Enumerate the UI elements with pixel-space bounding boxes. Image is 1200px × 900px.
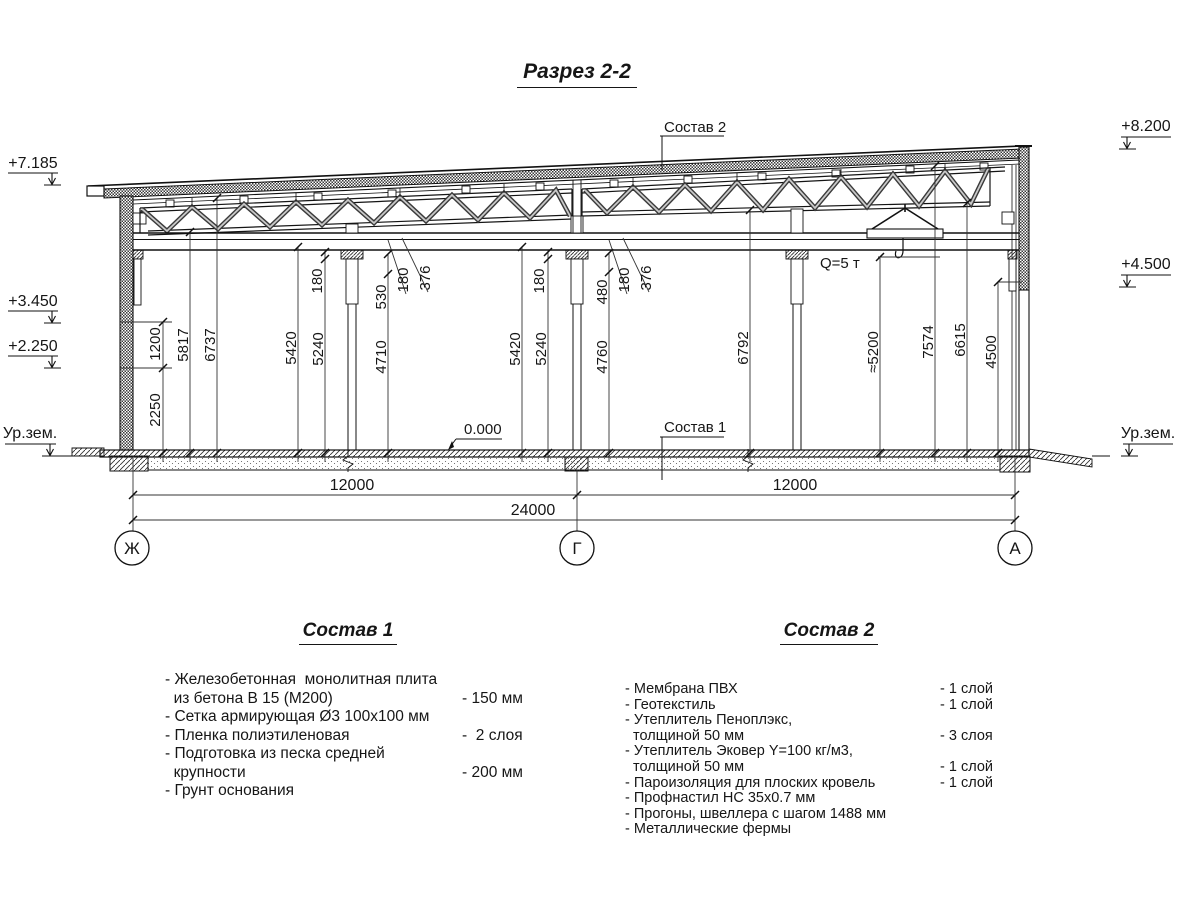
dim-v-180-l2: 180	[395, 267, 412, 293]
ground-level-mark	[3, 425, 59, 456]
dim-v-376-m: 376	[638, 265, 655, 291]
elevation-mark	[8, 338, 61, 368]
elevation-marks-left	[3, 155, 61, 456]
legend-2-line: - Утеплитель Пеноплэкс,	[625, 712, 793, 729]
elevation-label: Ур.зем.	[2, 425, 58, 442]
dim-h-12000-left: 12000	[329, 477, 375, 494]
legend-1-line: крупности - 200 мм	[165, 763, 523, 781]
dim-v-4500: 4500	[983, 335, 1000, 369]
elevation-mark	[8, 293, 61, 323]
callout-label: Состав 1	[664, 419, 727, 436]
dim-v-5420-m: 5420	[507, 332, 524, 366]
axis-bubble-g: Г	[572, 539, 582, 558]
elevation-label: +2.250	[8, 338, 58, 355]
dim-v-4760: 4760	[594, 340, 611, 374]
elevation-label: +4.500	[1121, 256, 1171, 273]
elevation-mark	[8, 155, 61, 185]
legend-2-line: - Утеплитель Эковер Y=100 кг/м3,	[625, 743, 853, 760]
ground-level-mark	[1121, 425, 1175, 456]
dim-h-12000-right: 12000	[772, 477, 818, 494]
wall-bracket	[1002, 212, 1014, 224]
elevation-mark	[1119, 118, 1171, 149]
wall-pilaster	[134, 259, 141, 305]
legend-2-line: толщиной 50 мм - 3 слоя	[625, 727, 993, 744]
roof	[87, 146, 1022, 207]
legend-1-line: - Сетка армирующая Ø3 100х100 мм	[165, 708, 430, 725]
crane-hoist	[867, 204, 943, 261]
axis-bubble-zh: Ж	[124, 539, 140, 558]
dim-v-6737: 6737	[202, 328, 219, 362]
right-parapet	[1019, 147, 1029, 290]
drawing-title: Разрез 2-2	[427, 60, 727, 88]
legend-2-title: Состав 2	[625, 620, 1033, 645]
crane-capacity-label: Q=5 т	[820, 255, 860, 272]
zero-level-mark	[448, 421, 502, 450]
legend-2-line: - Металлические фермы	[625, 821, 792, 838]
elevation-label: +8.200	[1121, 118, 1171, 135]
dim-v-5240-m: 5240	[533, 332, 550, 366]
roof-overhang-tip	[87, 186, 104, 196]
legend-1-line: из бетона В 15 (М200) - 150 мм	[165, 689, 523, 707]
ground-ramp-right	[1029, 449, 1092, 467]
dim-v-530: 530	[373, 284, 390, 310]
dim-v-6792: 6792	[735, 331, 752, 365]
legend-1-line: - Пленка полиэтиленовая - 2 слоя	[165, 726, 523, 744]
elevation-mark	[1119, 256, 1171, 287]
legend-sostav-2	[625, 620, 1033, 837]
dim-v-1200: 1200	[147, 327, 164, 361]
dim-v-7574: 7574	[920, 325, 937, 359]
legend-2-line: - Геотекстиль - 1 слой	[625, 696, 993, 713]
dim-v-6615: 6615	[952, 323, 969, 357]
legend-2-line: - Мембрана ПВХ - 1 слой	[625, 681, 993, 697]
dim-v-180-m1: 180	[531, 268, 548, 294]
elevation-marks-right	[1119, 118, 1175, 456]
dim-v-376-l: 376	[417, 265, 434, 291]
elevation-label: +7.185	[8, 155, 58, 172]
dim-h-24000: 24000	[510, 502, 556, 519]
legend-1-line: - Грунт основания	[165, 782, 294, 799]
dim-v-5420-l: 5420	[283, 331, 300, 365]
dim-v-5240-l: 5240	[310, 332, 327, 366]
legend-2-line: - Прогоны, швеллера с шагом 1488 мм	[625, 805, 887, 822]
callout-label: Состав 2	[664, 119, 727, 136]
legend-1-title: Состав 1	[165, 620, 531, 645]
legend-1-line: - Подготовка из песка средней	[165, 745, 385, 762]
left-wall	[120, 196, 146, 450]
zero-level-label: 0.000	[464, 421, 502, 438]
floor-slab	[55, 448, 1110, 472]
dim-v-2250: 2250	[147, 393, 164, 427]
axis-bubble-a: А	[1009, 539, 1021, 558]
dim-v-480: 480	[594, 279, 611, 305]
legend-2-line: - Профнастил НС 35х0.7 мм	[625, 790, 816, 807]
dim-v-4710: 4710	[373, 340, 390, 374]
ground-left	[72, 448, 104, 456]
elevation-label: Ур.зем.	[1120, 425, 1176, 442]
legend-sostav-1	[165, 620, 531, 801]
right-wall	[1002, 146, 1032, 450]
dim-v-5817: 5817	[175, 328, 192, 362]
axis-markers	[115, 531, 1032, 565]
elevation-label: +3.450	[8, 293, 58, 310]
legend-1-line: - Железобетонная монолитная плита	[165, 671, 438, 688]
dim-v-5200: ≈5200	[865, 331, 882, 373]
legend-2-line: - Пароизоляция для плоских кровель - 1 слой	[625, 774, 993, 791]
dim-v-180-m2: 180	[616, 267, 633, 293]
dim-v-180-l1: 180	[309, 268, 326, 294]
legend-2-line: толщиной 50 мм - 1 слой	[625, 758, 993, 775]
